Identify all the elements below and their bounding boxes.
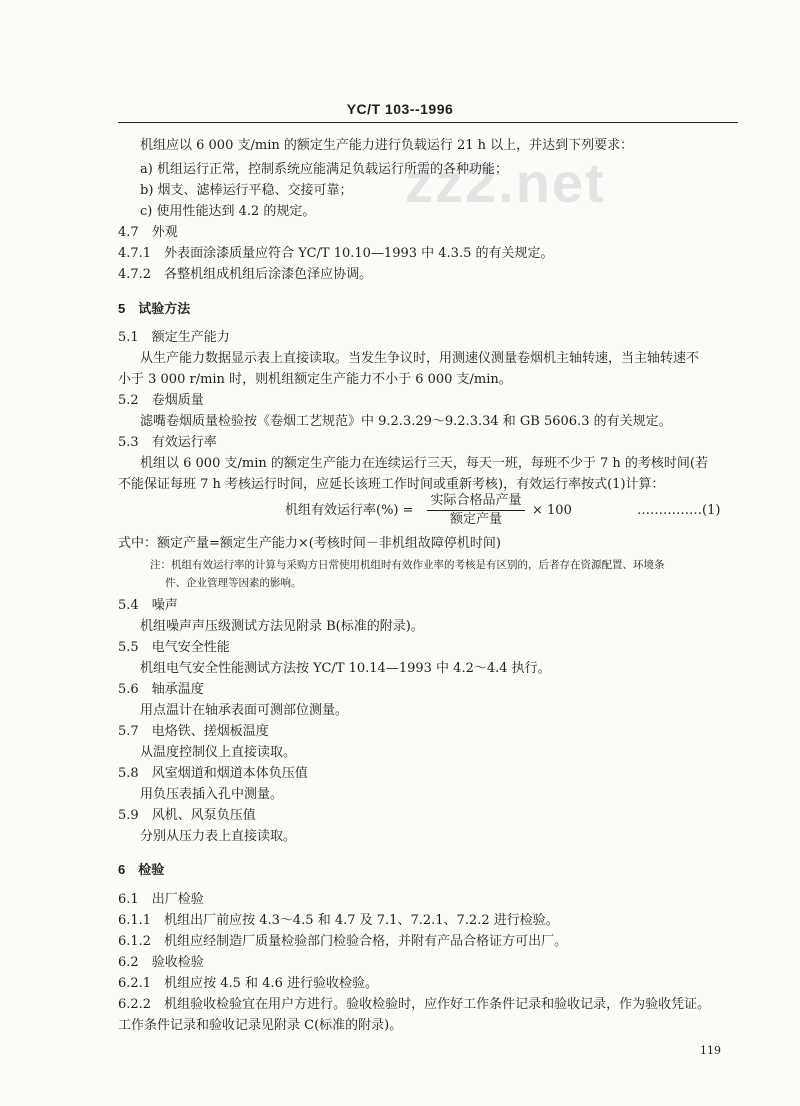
clause-text: 机组应按 4.5 和 4.6 进行验收检验。 [164, 976, 378, 991]
clause [118, 245, 554, 263]
clause [118, 266, 372, 284]
section-heading [118, 807, 256, 825]
section-title: 轴承温度 [151, 682, 204, 697]
section-heading [118, 392, 204, 410]
chapter-title: 检验 [138, 862, 165, 877]
formula-tag: ……………(1) [637, 503, 721, 518]
formula-lhs: 机组有效运行率(%) = [285, 503, 414, 518]
note-continuation: 件、企业管理等因素的影响。 [165, 577, 302, 589]
fraction-bar [427, 510, 525, 511]
list-item: c) 使用性能达到 4.2 的规定。 [140, 204, 316, 219]
formula-fraction [427, 493, 525, 528]
clause-text: 机组应经制造厂质量检验部门检验合格，并附有产品合格证方可出厂。 [164, 934, 568, 949]
paragraph: 用点温计在轴承表面可测部位测量。 [140, 703, 349, 718]
section-title: 电气安全性能 [151, 640, 230, 655]
paragraph: 机组噪声声压级测试方法见附录 B(标准的附录)。 [140, 619, 424, 634]
formula-denominator: 额定产量 [449, 512, 502, 527]
clause-number: 6.1.2 [118, 934, 152, 949]
section-heading [118, 434, 217, 452]
section-number: 5.1 [118, 330, 139, 345]
chapter-number: 6 [118, 862, 126, 877]
section-title: 额定生产能力 [151, 330, 230, 345]
header-standard-code: YC/T 103--1996 [346, 101, 454, 117]
formula-where: 式中：额定产量=额定生产能力×(考核时间－非机组故障停机时间) [118, 536, 501, 551]
clause-number: 6.2.1 [118, 976, 152, 991]
section-heading [118, 891, 204, 909]
section-number: 6.2 [118, 955, 139, 970]
paragraph: 用负压表插入孔中测量。 [140, 787, 284, 802]
section-number: 4.7 [118, 225, 139, 240]
section-heading [118, 765, 308, 783]
paragraph: 小于 3 000 r/min 时，则机组额定生产能力不小于 6 000 支/min。 [118, 372, 512, 387]
section-title: 有效运行率 [151, 435, 217, 450]
section-number: 5.7 [118, 724, 139, 739]
chapter-number: 5 [118, 301, 126, 316]
paragraph: 机组应以 6 000 支/min 的额定生产能力进行负载运行 21 h 以上，并达到下列要求： [140, 138, 634, 153]
list-item: a) 机组运行正常，控制系统应能满足负载运行所需的各种功能； [140, 162, 508, 177]
chapter-title: 试验方法 [138, 301, 191, 316]
chapter-heading [118, 861, 164, 879]
paragraph: 工作条件记录和验收记录见附录 C(标准的附录)。 [118, 1018, 403, 1033]
section-number: 5.8 [118, 766, 139, 781]
chapter-heading [118, 300, 190, 318]
section-heading [118, 597, 178, 615]
section-heading [118, 954, 204, 972]
page-number: 119 [700, 1044, 721, 1057]
section-heading [118, 723, 269, 741]
clause [118, 912, 559, 930]
formula-multiplier: × 100 [532, 503, 572, 518]
clause-text: 各整机组成机组后涂漆色泽应协调。 [164, 267, 373, 282]
section-heading [118, 329, 230, 347]
section-title: 卷烟质量 [151, 393, 204, 408]
section-title: 电烙铁、搓烟板温度 [151, 724, 269, 739]
clause-number: 6.2.2 [118, 997, 152, 1012]
clause-text: 外表面涂漆质量应符合 YC/T 10.10—1993 中 4.3.5 的有关规定。 [164, 246, 554, 261]
paragraph: 机组以 6 000 支/min 的额定生产能力在连续运行三天，每天一班，每班不少于 7 h 的考核时间(若 [140, 456, 708, 471]
section-number: 5.9 [118, 808, 139, 823]
section-number: 6.1 [118, 892, 139, 907]
paragraph: 从温度控制仪上直接读取。 [140, 745, 297, 760]
paragraph: 从生产能力数据显示表上直接读取。当发生争议时，用测速仪测量卷烟机主轴转速，当主轴转速不 [140, 351, 700, 366]
section-title: 出厂检验 [151, 892, 204, 907]
header-rule [118, 122, 738, 123]
section-heading [118, 681, 204, 699]
formula-numerator: 实际合格品产量 [430, 493, 522, 508]
clause-number: 6.1.1 [118, 913, 152, 928]
note: 注：机组有效运行率的计算与采购方日常使用机组时有效作业率的考核是有区别的，后者存在资源配置、环境条 [150, 559, 665, 571]
paragraph: 滤嘴卷烟质量检验按《卷烟工艺规范》中 9.2.3.29～9.2.3.34 和 GB 5606.3 的有关规定。 [140, 414, 672, 429]
clause [118, 933, 567, 951]
section-number: 5.4 [118, 598, 139, 613]
clause-number: 4.7.2 [118, 267, 152, 282]
list-item: b) 烟支、滤棒运行平稳、交接可靠； [140, 183, 353, 198]
section-title: 外观 [151, 225, 178, 240]
section-number: 5.3 [118, 435, 139, 450]
clause-text: 机组出厂前应按 4.3～4.5 和 4.7 及 7.1、7.2.1、7.2.2 进行检验。 [164, 913, 559, 928]
section-number: 5.6 [118, 682, 139, 697]
clause [118, 975, 378, 993]
section-title: 风室烟道和烟道本体负压值 [151, 766, 308, 781]
clause [118, 996, 710, 1014]
section-title: 验收检验 [151, 955, 204, 970]
paragraph: 分别从压力表上直接读取。 [140, 829, 297, 844]
section-number: 5.2 [118, 393, 139, 408]
watermark: zz2.net [405, 151, 606, 214]
clause-text: 机组验收检验宜在用户方进行。验收检验时，应作好工作条件记录和验收记录，作为验收凭证。 [164, 997, 711, 1012]
section-number: 5.5 [118, 640, 139, 655]
section-title: 噪声 [151, 598, 178, 613]
paragraph: 不能保证每班 7 h 考核运行时间，应延长该班工作时间或重新考核)，有效运行率按式(1)计算： [118, 477, 665, 492]
section-heading [118, 224, 178, 242]
paragraph: 机组电气安全性能测试方法按 YC/T 10.14—1993 中 4.2～4.4 执行。 [140, 661, 551, 676]
section-heading [118, 639, 230, 657]
clause-number: 4.7.1 [118, 246, 152, 261]
section-title: 风机、风泵负压值 [151, 808, 256, 823]
